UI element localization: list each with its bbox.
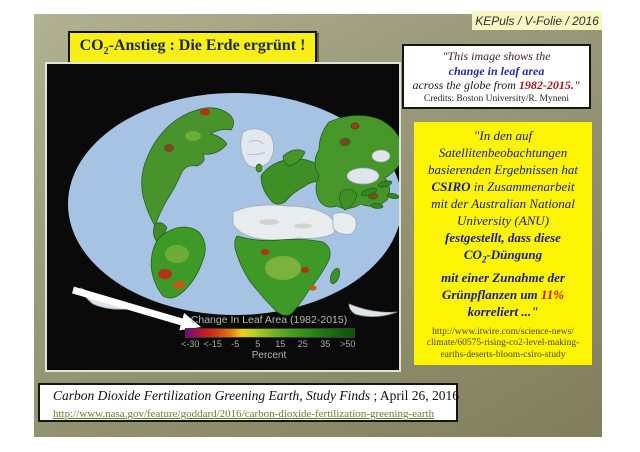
german-line-co2: $CO_2$-Düngung <box>463 247 543 265</box>
german-line: CSIRO in Zusammenarbeit <box>431 179 575 194</box>
quote-years: 1982-2015." <box>518 78 581 92</box>
tick-label: 15 <box>275 339 286 349</box>
kepuls-badge-label: KEPuls / V-Folie / 2016 <box>475 13 599 28</box>
german-line: Satellitenbeobachtungen <box>438 145 568 160</box>
world-map-image <box>45 62 401 372</box>
itwire-url: http://www.itwire.com/science-news/ climate/60575-rising-co2-level-making- earths-deserts-bloom-csiro-study <box>426 326 580 360</box>
tick-label: <-15 <box>203 339 222 349</box>
tick-label: 35 <box>320 339 331 349</box>
german-line: basierenden Ergebnissen hat <box>428 162 578 177</box>
source-title: Carbon Dioxide Fertilization Greening Earth, Study Finds ; April 26, 2016 <box>53 388 459 403</box>
map-legend-colorbar <box>185 328 355 338</box>
german-quote-box <box>414 122 592 365</box>
german-line: korreliert ..." <box>467 303 539 319</box>
credits-line: Credits: Boston University/R. Myneni <box>423 93 570 104</box>
english-quote-box <box>402 44 591 109</box>
german-line: "In den auf <box>473 128 533 143</box>
tick-label: 25 <box>297 339 308 349</box>
map-legend-ticks <box>179 339 359 349</box>
quote-line-2: change in leaf area <box>448 63 545 78</box>
eleven-percent-highlight: 11% <box>540 286 565 302</box>
kepuls-badge <box>472 11 602 30</box>
nasa-link[interactable]: http://www.nasa.gov/feature/goddard/2016/carbon-dioxide-fertilization-greening-earth <box>53 408 435 420</box>
german-line: mit einer Zunahme der <box>441 269 565 285</box>
source-box <box>38 383 458 422</box>
tick-label: 5 <box>255 339 261 349</box>
german-line: festgestellt, dass diese <box>445 230 561 245</box>
german-line: Grünpflanzen um 11% <box>441 286 565 302</box>
tick-label: -5 <box>231 339 240 349</box>
map-legend-unit: Percent <box>251 350 287 361</box>
tick-label: >50 <box>340 339 356 349</box>
slide-title-box <box>68 31 317 64</box>
german-line: University (ANU) <box>456 213 550 228</box>
slide-title: $CO_2$-Anstieg : Die Erde ergrünt ! <box>79 37 306 58</box>
quote-line-3: across the globe from 1982-2015." <box>412 78 581 92</box>
tick-label: <-30 <box>181 339 200 349</box>
csiro-label: CSIRO <box>431 179 471 194</box>
german-line: mit der Australian National <box>431 196 575 211</box>
quote-line-1: "This image shows the <box>442 49 551 63</box>
map-legend-title: Change In Leaf Area (1982-2015) <box>190 314 348 326</box>
